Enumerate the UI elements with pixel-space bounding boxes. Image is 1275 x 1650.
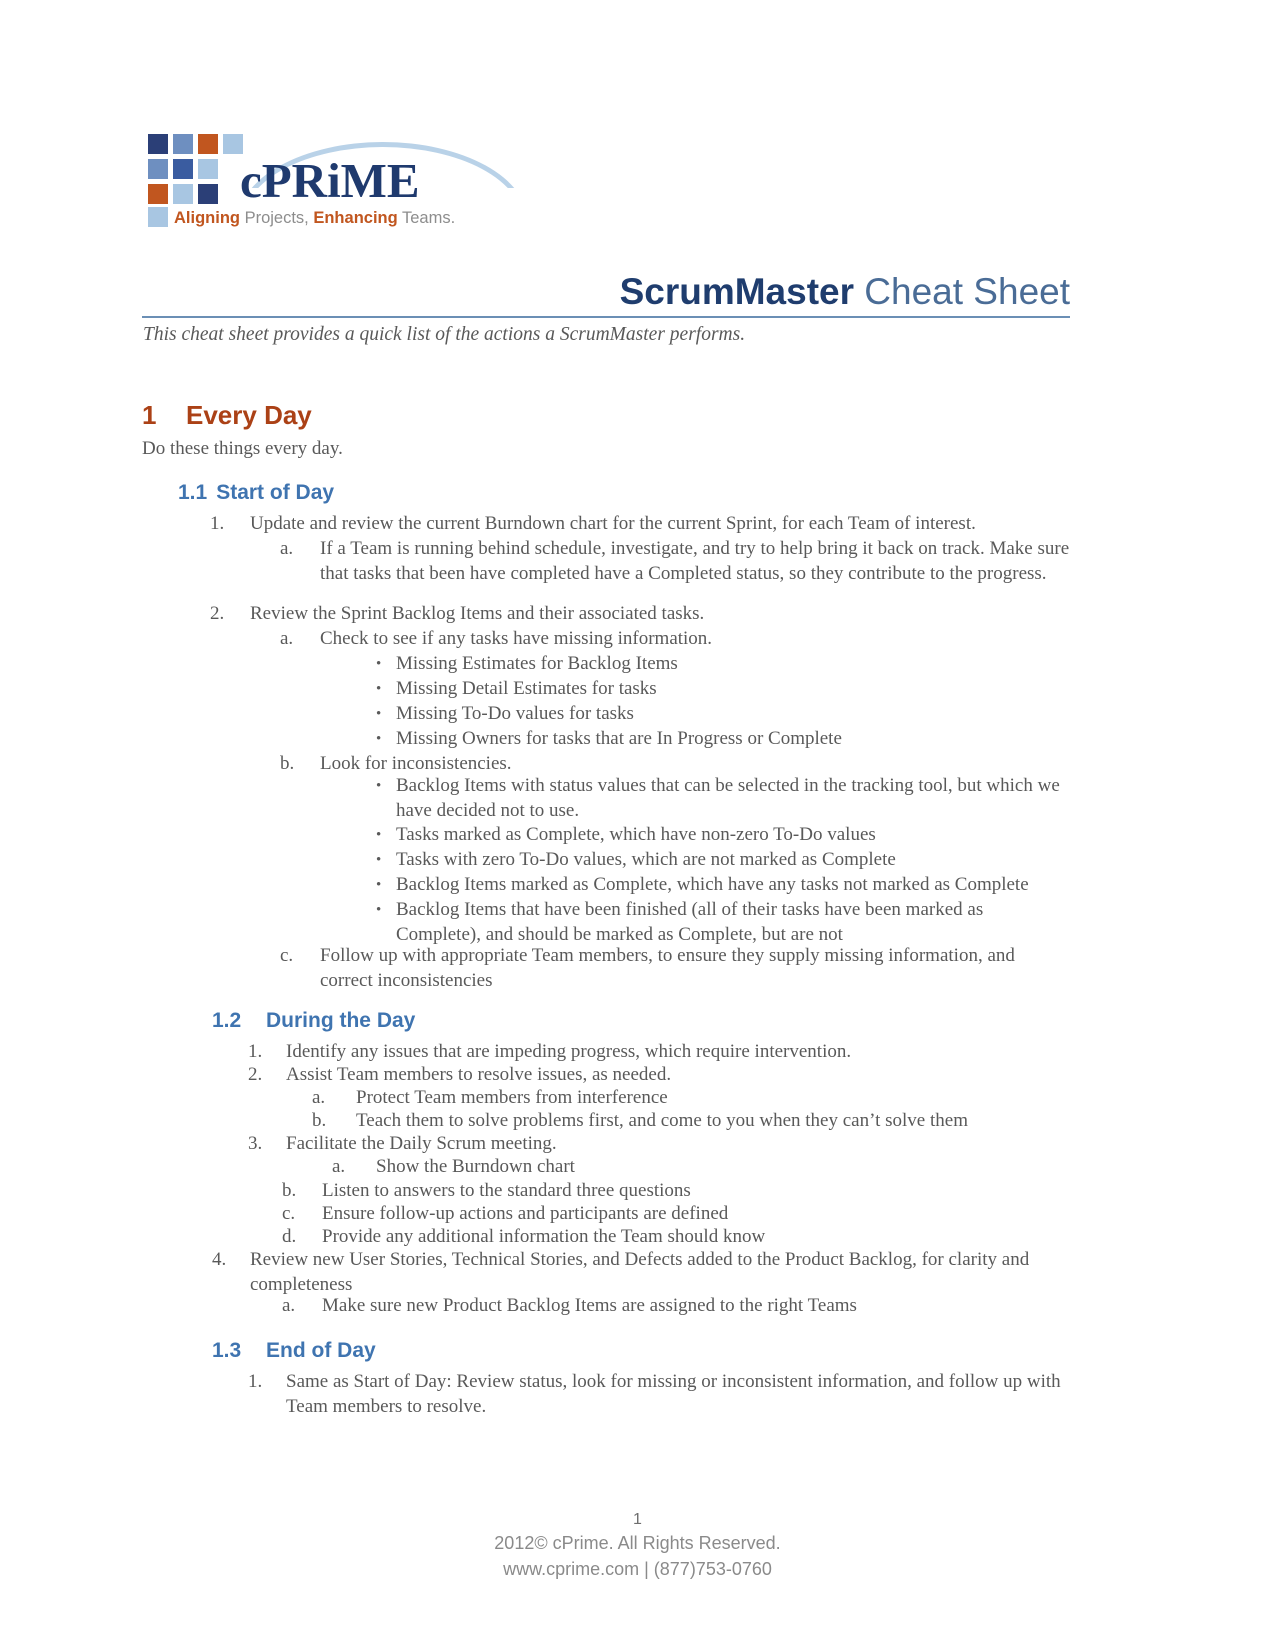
logo-square: [173, 184, 193, 204]
list-item: [376, 848, 1076, 873]
tagline-teams: Teams.: [397, 209, 456, 227]
title-divider: [142, 316, 1070, 318]
list-item-text: Missing To-Do values for tasks: [396, 703, 634, 724]
list-item: [332, 1155, 1072, 1180]
page-title-bold: ScrumMaster: [619, 271, 855, 312]
bullet-icon: •: [376, 706, 382, 722]
list-item: [210, 602, 1070, 627]
list-item-text: Review the Sprint Backlog Items and their associated tasks.: [250, 603, 705, 624]
list-item: [248, 1063, 1068, 1088]
bullet-icon: •: [376, 827, 382, 843]
list-item: [376, 677, 1076, 702]
heading-label: End of Day: [266, 1339, 376, 1362]
logo-square: [198, 159, 218, 179]
bullet-icon: •: [376, 656, 382, 672]
heading-start-of-day: [178, 482, 334, 503]
list-item: [280, 537, 1070, 586]
logo-square: [173, 134, 193, 154]
list-item-text: Look for inconsistencies.: [320, 753, 512, 774]
list-marker: a.: [332, 1156, 346, 1177]
bullet-icon: •: [376, 877, 382, 893]
list-item: [212, 1248, 1072, 1297]
list-item: [312, 1086, 1072, 1111]
list-item: [248, 1040, 1068, 1065]
list-marker: 2.: [248, 1064, 263, 1085]
list-marker: b.: [280, 753, 295, 774]
list-marker: 1.: [248, 1371, 263, 1392]
list-marker: b.: [282, 1180, 297, 1201]
list-item: [282, 1294, 1072, 1319]
list-marker: c.: [282, 1203, 296, 1224]
heading-every-day: [142, 402, 312, 428]
footer-contact: www.cprime.com | (877)753-0760: [503, 1559, 772, 1579]
list-item: [312, 1109, 1072, 1134]
logo-wordmark-c: c: [240, 153, 262, 208]
list-item-text: Tasks marked as Complete, which have non-zero To-Do values: [396, 824, 876, 845]
list-item-text: Missing Detail Estimates for tasks: [396, 678, 657, 699]
list-item: [280, 752, 1070, 777]
document-subtitle: This cheat sheet provides a quick list of the actions a ScrumMaster performs.: [143, 324, 746, 345]
list-item: [376, 823, 1076, 848]
list-item: [376, 873, 1076, 898]
list-item-text: Same as Start of Day: Review status, look for missing or inconsistent information, and follow up with Team members to resolve.: [286, 1371, 1061, 1417]
heading-during-the-day: [212, 1010, 415, 1031]
list-item-text: Listen to answers to the standard three questions: [322, 1180, 691, 1201]
list-marker: d.: [282, 1226, 297, 1247]
logo-tagline-square: [148, 207, 168, 227]
heading-number: 1.1: [178, 481, 208, 504]
list-item-text: Review new User Stories, Technical Stories, and Defects added to the Product Backlog, for clarity and completeness: [250, 1249, 1030, 1295]
list-item-text: Backlog Items that have been finished (all of their tasks have been marked as Complete), and should be marked as Complete, but are not: [396, 899, 984, 945]
heading-number: 1.3: [212, 1339, 242, 1362]
footer-page-number: 1: [633, 1511, 642, 1528]
page-title: [140, 272, 1070, 313]
list-item: [376, 774, 1066, 823]
list-item-text: Assist Team members to resolve issues, as needed.: [286, 1064, 672, 1085]
logo-tagline: [174, 210, 455, 227]
logo-square: [148, 159, 168, 179]
bullet-icon: •: [376, 902, 382, 918]
list-item-text: Provide any additional information the Team should know: [322, 1226, 766, 1247]
list-item-text: Facilitate the Daily Scrum meeting.: [286, 1133, 557, 1154]
bullet-icon: •: [376, 681, 382, 697]
list-item: [376, 898, 1026, 947]
heading-number: 1.2: [212, 1009, 242, 1032]
heading-end-of-day: [212, 1340, 376, 1361]
heading-number: 1: [142, 400, 157, 430]
logo-square: [173, 159, 193, 179]
list-item-text: Protect Team members from interference: [356, 1087, 668, 1108]
list-item-text: Identify any issues that are impeding progress, which require intervention.: [286, 1041, 852, 1062]
list-item-text: Missing Owners for tasks that are In Progress or Complete: [396, 728, 842, 749]
list-item: [376, 652, 1076, 677]
list-item-text: Update and review the current Burndown chart for the current Sprint, for each Team of interest.: [250, 513, 976, 534]
list-item-text: Check to see if any tasks have missing information.: [320, 628, 713, 649]
list-marker: a.: [282, 1295, 296, 1316]
list-marker: 1.: [210, 513, 225, 534]
logo-square: [148, 184, 168, 204]
logo-wordmark: [240, 153, 420, 208]
logo-square: [198, 184, 218, 204]
heading-label: During the Day: [266, 1009, 416, 1032]
logo-square: [198, 134, 218, 154]
list-item: [280, 944, 1070, 993]
list-item-text: Make sure new Product Backlog Items are assigned to the right Teams: [322, 1295, 857, 1316]
list-item: [248, 1132, 1068, 1157]
list-item-text: Missing Estimates for Backlog Items: [396, 653, 678, 674]
list-item: [376, 702, 1076, 727]
bullet-icon: •: [376, 731, 382, 747]
list-item: [282, 1202, 1072, 1227]
tagline-projects: Projects,: [239, 209, 309, 227]
list-marker: a.: [280, 538, 294, 559]
list-marker: 2.: [210, 603, 225, 624]
heading-label: Every Day: [186, 400, 312, 430]
logo-square-grid: [148, 134, 240, 204]
bullet-icon: •: [376, 778, 382, 794]
logo-wordmark-rest: PRiME: [261, 153, 420, 208]
list-item-text: Ensure follow-up actions and participants are defined: [322, 1203, 729, 1224]
list-item-text: Teach them to solve problems first, and come to you when they can’t solve them: [356, 1110, 968, 1131]
list-marker: 4.: [212, 1249, 227, 1270]
list-item-text: If a Team is running behind schedule, investigate, and try to help bring it back on track. Make sure that tasks that been have completed have a Completed status, so they contribute to the progress.: [320, 538, 1070, 584]
list-marker: 3.: [248, 1133, 263, 1154]
list-item-text: Tasks with zero To-Do values, which are not marked as Complete: [396, 849, 896, 870]
list-item: [210, 512, 1070, 537]
logo-square: [148, 134, 168, 154]
list-item: [248, 1370, 1068, 1419]
list-marker: 1.: [248, 1041, 263, 1062]
list-item-text: Follow up with appropriate Team members, to ensure they supply missing information, and correct inconsistencies: [320, 945, 1015, 991]
cprime-logo: [148, 134, 548, 244]
section-intro-text: Do these things every day.: [142, 438, 343, 459]
list-item: [282, 1225, 1072, 1250]
list-item: [282, 1179, 1072, 1204]
list-item: [376, 727, 1076, 752]
list-marker: b.: [312, 1110, 327, 1131]
list-item-text: Show the Burndown chart: [376, 1156, 575, 1177]
list-marker: c.: [280, 945, 294, 966]
heading-label: Start of Day: [216, 481, 335, 504]
footer-copyright: 2012© cPrime. All Rights Reserved.: [494, 1533, 781, 1553]
list-marker: a.: [280, 628, 294, 649]
list-item-text: Backlog Items marked as Complete, which have any tasks not marked as Complete: [396, 874, 1029, 895]
page-title-light: Cheat Sheet: [854, 271, 1070, 312]
page-footer: [0, 1509, 1275, 1582]
list-item: [280, 627, 1070, 652]
list-item-text: Backlog Items with status values that can be selected in the tracking tool, but which we have decided not to use.: [396, 775, 1060, 821]
tagline-aligning: Aligning: [174, 209, 240, 227]
list-marker: a.: [312, 1087, 326, 1108]
tagline-enhancing: Enhancing: [308, 209, 398, 227]
bullet-icon: •: [376, 852, 382, 868]
